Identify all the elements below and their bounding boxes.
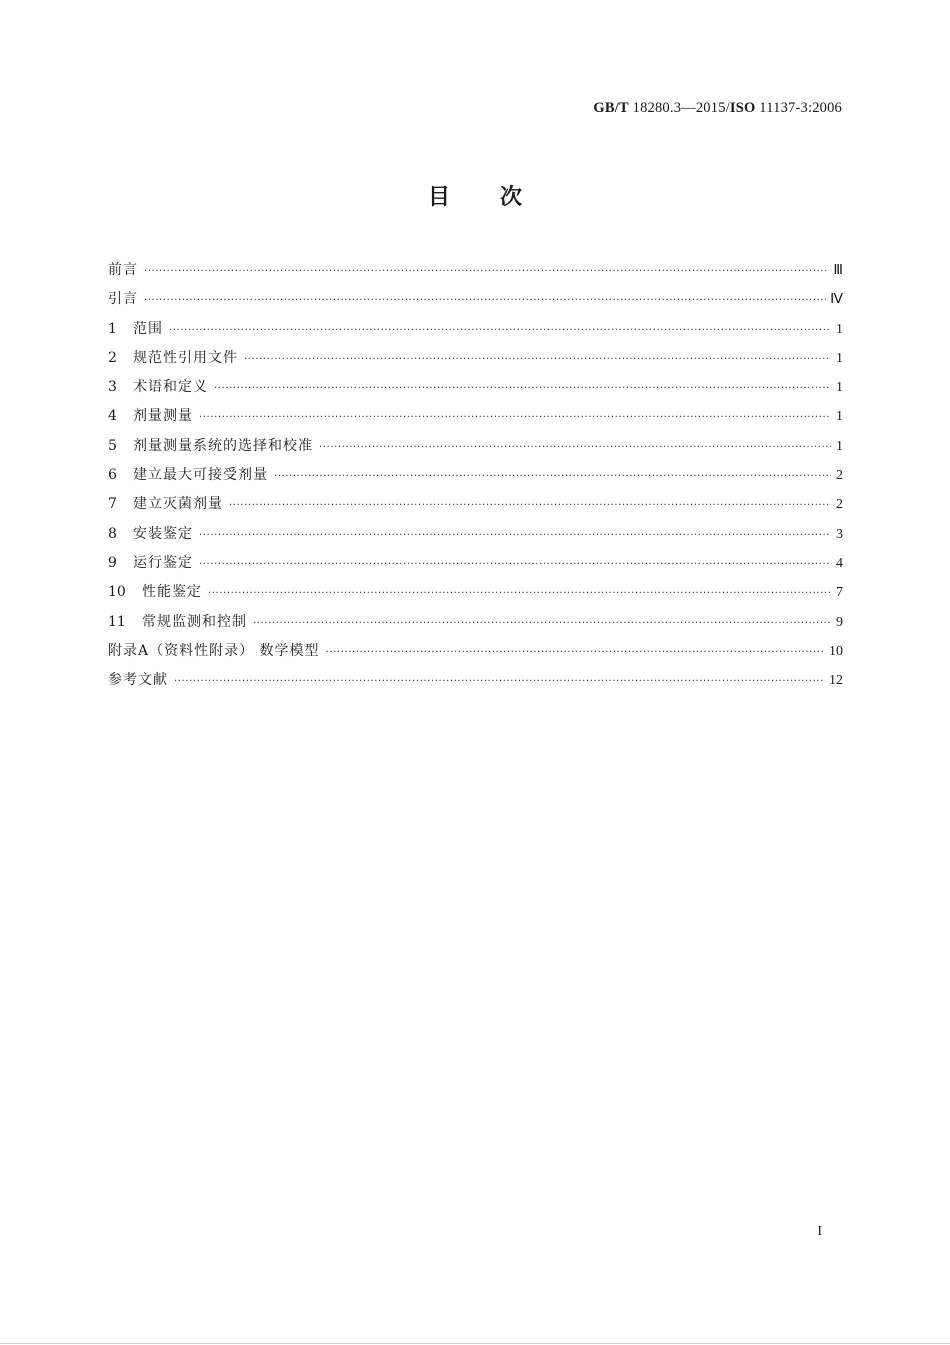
iso-code-number: 11137-3:2006	[755, 100, 842, 116]
toc-entry-label: 术语和定义	[133, 379, 208, 396]
toc-leader-dots	[169, 325, 831, 336]
page-number: I	[817, 1224, 822, 1239]
toc-entry-number: 3	[108, 379, 117, 396]
toc-leader-dots	[199, 412, 831, 423]
toc-entry-label: 运行鉴定	[133, 554, 193, 571]
toc-entry-label: 剂量测量	[133, 408, 193, 425]
toc-entry-page: 1	[836, 380, 843, 396]
toc-entry-label: 规范性引用文件	[133, 349, 238, 366]
toc-entry-page: 7	[836, 585, 843, 601]
toc-entry-page: Ⅲ	[833, 263, 843, 278]
table-of-contents	[108, 259, 843, 698]
toc-entry-page: Ⅳ	[830, 292, 843, 308]
toc-entry-5[interactable]	[108, 435, 843, 464]
toc-entry-9[interactable]	[108, 552, 843, 581]
toc-entry-bibliography[interactable]	[108, 669, 843, 698]
standard-code	[593, 100, 842, 117]
toc-entry-page: 12	[829, 673, 843, 689]
toc-entry-number: 8	[108, 525, 117, 542]
toc-entry-label: 常规监测和控制	[142, 613, 247, 630]
toc-entry-page: 1	[836, 321, 843, 337]
toc-leader-dots	[144, 295, 826, 306]
toc-entry-page: 10	[829, 643, 843, 659]
toc-leader-dots	[199, 559, 831, 570]
toc-leader-dots	[253, 618, 831, 629]
standard-code-number: 18280.3—2015/	[628, 100, 730, 116]
toc-leader-dots	[326, 647, 825, 658]
toc-entry-page: 4	[836, 555, 843, 571]
toc-entry-number: 11	[108, 613, 126, 630]
toc-entry-page: 1	[836, 438, 843, 454]
toc-entry-label: 范围	[133, 320, 163, 337]
toc-entry-label: 引言	[108, 291, 138, 308]
toc-entry-7[interactable]	[108, 493, 843, 522]
toc-entry-number: 5	[108, 437, 117, 454]
toc-entry-number: 2	[108, 349, 117, 366]
toc-entry-3[interactable]	[108, 376, 843, 405]
toc-entry-6[interactable]	[108, 464, 843, 493]
toc-entry-page: 9	[836, 614, 843, 630]
toc-leader-dots	[244, 354, 831, 365]
toc-entry-page: 1	[836, 409, 843, 425]
toc-entry-number: 10	[108, 584, 126, 601]
toc-leader-dots	[214, 383, 831, 394]
toc-entry-4[interactable]	[108, 405, 843, 434]
toc-leader-dots	[208, 588, 831, 599]
toc-entry-10[interactable]	[108, 581, 843, 610]
page-title: 目次	[427, 185, 572, 210]
toc-entry-number: 7	[108, 496, 117, 513]
toc-entry-page: 3	[836, 526, 843, 542]
page-bottom-divider	[0, 1343, 950, 1344]
toc-entry-label: 剂量测量系统的选择和校准	[133, 437, 313, 454]
toc-leader-dots	[199, 530, 831, 541]
toc-entry-label: 建立最大可接受剂量	[133, 467, 268, 484]
toc-entry-number: 4	[108, 408, 117, 425]
toc-entry-label: 建立灭菌剂量	[133, 496, 223, 513]
toc-leader-dots	[319, 442, 831, 453]
toc-entry-introduction[interactable]	[108, 288, 843, 317]
toc-entry-8[interactable]	[108, 523, 843, 552]
toc-entry-number: 1	[108, 320, 117, 337]
toc-entry-label: 前言	[108, 262, 138, 278]
toc-leader-dots	[144, 266, 829, 277]
toc-leader-dots	[274, 471, 831, 482]
toc-entry-foreword[interactable]	[108, 259, 843, 288]
toc-entry-number: 6	[108, 467, 117, 484]
toc-entry-page: 2	[836, 468, 843, 484]
toc-entry-1[interactable]	[108, 318, 843, 347]
toc-leader-dots	[229, 500, 831, 511]
toc-leader-dots	[174, 676, 825, 687]
standard-code-prefix: GB/T	[593, 100, 629, 116]
toc-entry-number: 9	[108, 554, 117, 571]
toc-entry-page: 2	[836, 497, 843, 513]
toc-entry-11[interactable]	[108, 611, 843, 640]
toc-entry-label: 参考文献	[108, 672, 168, 689]
iso-prefix: ISO	[729, 100, 756, 116]
toc-entry-label: 性能鉴定	[142, 584, 202, 601]
toc-entry-2[interactable]	[108, 347, 843, 376]
toc-entry-annex-a[interactable]	[108, 640, 843, 669]
toc-entry-page: 1	[836, 350, 843, 366]
toc-entry-label: 安装鉴定	[133, 525, 193, 542]
toc-entry-label: 附录A（资料性附录） 数学模型	[108, 642, 320, 659]
